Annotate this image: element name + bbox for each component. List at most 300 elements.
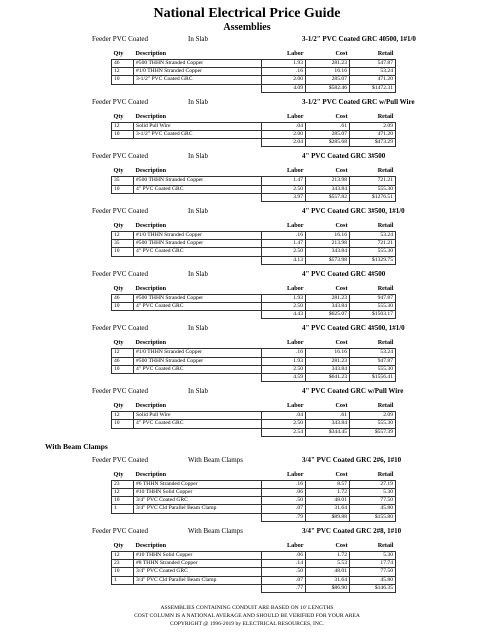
- assembly-table: [111, 540, 396, 593]
- table-cell: #500 THHN Stranded Copper: [134, 240, 262, 248]
- table-cell: 12: [112, 412, 134, 420]
- table-cell: #500 THHN Stranded Copper: [134, 60, 262, 68]
- column-header-retail: Retail: [377, 339, 394, 347]
- table-cell: .04: [262, 412, 306, 420]
- total-spacer: [112, 84, 262, 92]
- table-cell: 2.50: [262, 420, 306, 428]
- table-cell: 4" PVC Coated GRC: [134, 185, 262, 193]
- column-header-cost: Cost: [335, 167, 348, 175]
- table-row: [112, 68, 396, 76]
- table-cell: 3/4" PVC Coated GRC: [134, 568, 262, 576]
- total-spacer: [112, 584, 262, 592]
- total-row: [112, 311, 396, 319]
- assembly-header: [0, 268, 494, 281]
- total-cell: $573.98: [306, 256, 350, 264]
- table-cell: 77.50: [350, 497, 396, 505]
- table-cell: 35: [112, 177, 134, 185]
- table-cell: #10 THHN Solid Copper: [134, 489, 262, 497]
- assembly-location: With Beam Clamps: [188, 455, 243, 464]
- total-spacer: [112, 428, 262, 436]
- column-header-qty: Qty: [113, 402, 124, 410]
- assembly-name: 3-1/2" PVC Coated GRC w/Pull Wire: [302, 97, 415, 106]
- table-cell: 1.72: [306, 489, 350, 497]
- table-cell: 77.50: [350, 568, 396, 576]
- table-cell: 1: [112, 576, 134, 584]
- table-cell: 31.64: [306, 505, 350, 513]
- column-header-qty: Qty: [113, 470, 124, 478]
- column-header-description: Description: [135, 112, 167, 120]
- table-cell: #500 THHN Stranded Copper: [134, 177, 262, 185]
- column-header-retail: Retail: [377, 402, 394, 410]
- table-row: [112, 412, 396, 420]
- assembly-header: [0, 205, 494, 218]
- table-row: [112, 497, 396, 505]
- column-header-qty: Qty: [113, 50, 124, 57]
- assembly-name: 3/4" PVC Coated GRC 2#8, 1#10: [302, 526, 402, 535]
- table-cell: 721.21: [350, 240, 396, 248]
- assembly-category: Feeder PVC Coated: [92, 324, 148, 333]
- total-cell: 2.04: [262, 139, 306, 147]
- table-row: [112, 240, 396, 248]
- column-header-labor: Labor: [286, 222, 304, 230]
- total-spacer: [112, 193, 262, 201]
- table-cell: 16.16: [306, 68, 350, 76]
- table-cell: 10: [112, 497, 134, 505]
- assembly-header: [0, 322, 494, 335]
- assembly-header: [0, 33, 494, 46]
- page-footer: [0, 604, 494, 628]
- assembly-name: 3-1/2" PVC Coated GRC 40500, 1#1/0: [302, 35, 416, 43]
- table-row: [112, 480, 396, 488]
- table-cell: .16: [262, 480, 306, 488]
- total-cell: $1276.51: [350, 193, 396, 201]
- column-header-description: Description: [135, 167, 167, 175]
- assembly-header: [0, 525, 494, 538]
- table-cell: 17.74: [350, 560, 396, 568]
- total-cell: $557.39: [350, 428, 396, 436]
- table-header-row: [112, 337, 396, 349]
- column-header-labor: Labor: [286, 167, 304, 175]
- table-cell: 343.84: [306, 185, 350, 193]
- table-cell: 343.84: [306, 365, 350, 373]
- table-cell: 10: [112, 420, 134, 428]
- table-cell: 23: [112, 560, 134, 568]
- total-row: [112, 374, 396, 382]
- table-cell: 471.20: [350, 76, 396, 84]
- table-cell: 2.50: [262, 303, 306, 311]
- table-cell: 10: [112, 365, 134, 373]
- table-cell: Solid Pull Wire: [134, 122, 262, 130]
- column-header-description: Description: [135, 50, 167, 57]
- assembly-category: Feeder PVC Coated: [92, 269, 148, 278]
- total-cell: $285.68: [306, 139, 350, 147]
- table-cell: 10: [112, 131, 134, 139]
- total-cell: $641.23: [306, 374, 350, 382]
- table-cell: 2.00: [262, 131, 306, 139]
- table-cell: 10: [112, 185, 134, 193]
- table-cell: 23: [112, 480, 134, 488]
- table-cell: 2.50: [262, 365, 306, 373]
- table-cell: 3-1/2" PVC Coated GRC: [134, 131, 262, 139]
- table-cell: .16: [262, 232, 306, 240]
- table-cell: 12: [112, 489, 134, 497]
- table-cell: 4" PVC Coated GRC: [134, 365, 262, 373]
- table-cell: .50: [262, 568, 306, 576]
- table-cell: 947.87: [350, 357, 396, 365]
- total-cell: 4.43: [262, 311, 306, 319]
- table-cell: 281.23: [306, 357, 350, 365]
- table-header-row: [112, 165, 396, 177]
- table-row: [112, 365, 396, 373]
- table-cell: 1.72: [306, 551, 350, 559]
- assembly-header: [0, 385, 494, 398]
- column-header-qty: Qty: [113, 284, 124, 292]
- total-row: [112, 139, 396, 147]
- total-spacer: [112, 311, 262, 319]
- total-cell: $582.46: [306, 84, 350, 92]
- total-cell: .79: [262, 513, 306, 521]
- table-cell: 555.30: [350, 248, 396, 256]
- assembly-name: 4" PVC Coated GRC 4#500: [302, 269, 386, 278]
- table-row: [112, 568, 396, 576]
- total-cell: $89.88: [306, 513, 350, 521]
- assembly-name: 3/4" PVC Coated GRC 2#6, 1#10: [302, 455, 402, 464]
- table-cell: 4" PVC Coated GRC: [134, 420, 262, 428]
- assembly-location: In Slab: [188, 152, 209, 161]
- table-cell: .61: [306, 122, 350, 130]
- assembly-header: [0, 96, 494, 109]
- column-header-retail: Retail: [377, 167, 394, 175]
- table-cell: 555.30: [350, 185, 396, 193]
- table-cell: 285.07: [306, 76, 350, 84]
- column-header-retail: Retail: [377, 470, 394, 478]
- table-row: [112, 420, 396, 428]
- assembly-name: 4" PVC Coated GRC 4#500, 1#1/0: [302, 324, 405, 333]
- table-row: [112, 185, 396, 193]
- table-cell: 4" PVC Coated GRC: [134, 303, 262, 311]
- total-row: [112, 584, 396, 592]
- assembly-table: [111, 469, 396, 522]
- total-cell: 4.09: [262, 84, 306, 92]
- column-header-cost: Cost: [335, 470, 348, 478]
- table-cell: 12: [112, 122, 134, 130]
- table-cell: 721.21: [350, 177, 396, 185]
- table-cell: 12: [112, 232, 134, 240]
- footer-line: ASSEMBLIES CONTAINING CONDUIT ARE BASED ON 10' LENGTHS: [160, 605, 334, 611]
- assembly-location: In Slab: [188, 35, 209, 43]
- table-cell: #1/0 THHN Stranded Copper: [134, 68, 262, 76]
- column-header-qty: Qty: [113, 222, 124, 230]
- table-cell: #1/0 THHN Stranded Copper: [134, 232, 262, 240]
- table-cell: 8.57: [306, 480, 350, 488]
- assembly-category: Feeder PVC Coated: [92, 207, 148, 216]
- assemblies-list: [0, 33, 494, 596]
- table-cell: #6 THHN Stranded Copper: [134, 480, 262, 488]
- column-header-cost: Cost: [335, 284, 348, 292]
- column-header-cost: Cost: [335, 402, 348, 410]
- table-header-row: [112, 283, 396, 295]
- total-cell: $557.82: [306, 193, 350, 201]
- assembly-category: Feeder PVC Coated: [92, 35, 148, 43]
- table-header-row: [112, 469, 396, 481]
- table-cell: 46: [112, 357, 134, 365]
- table-row: [112, 248, 396, 256]
- assembly-category: Feeder PVC Coated: [92, 455, 148, 464]
- footer-line: COST COLUMN IS A NATIONAL AVERAGE AND SHOULD BE VERIFIED FOR YOUR AREA: [134, 613, 360, 619]
- column-header-cost: Cost: [335, 541, 348, 549]
- table-cell: .06: [262, 489, 306, 497]
- table-cell: .14: [262, 560, 306, 568]
- page-subtitle: Assemblies: [223, 22, 271, 33]
- table-cell: #8 THHN Stranded Copper: [134, 560, 262, 568]
- table-row: [112, 303, 396, 311]
- group-heading: With Beam Clamps: [45, 441, 108, 451]
- table-cell: 3/4" PVC Coated GRC: [134, 497, 262, 505]
- total-row: [112, 428, 396, 436]
- table-row: [112, 76, 396, 84]
- column-header-labor: Labor: [286, 402, 304, 410]
- table-row: [112, 60, 396, 68]
- table-header-row: [112, 400, 396, 412]
- column-header-labor: Labor: [286, 339, 304, 347]
- table-cell: 46: [112, 60, 134, 68]
- total-cell: $1472.31: [350, 84, 396, 92]
- assembly-category: Feeder PVC Coated: [92, 152, 148, 161]
- footer-line: COPYRIGHT @ 1996-2019 by ELECTRICAL RESOURCES, INC.: [169, 621, 324, 627]
- table-cell: 555.30: [350, 303, 396, 311]
- table-header-row: [112, 111, 396, 123]
- column-header-cost: Cost: [335, 222, 348, 230]
- table-row: [112, 294, 396, 302]
- table-cell: 46: [112, 294, 134, 302]
- table-header-row: [112, 540, 396, 552]
- table-cell: 1.93: [262, 357, 306, 365]
- assembly-category: Feeder PVC Coated: [92, 97, 148, 106]
- table-cell: 343.84: [306, 420, 350, 428]
- table-row: [112, 122, 396, 130]
- total-cell: $473.29: [350, 139, 396, 147]
- column-header-retail: Retail: [377, 541, 394, 549]
- table-row: [112, 551, 396, 559]
- table-row: [112, 489, 396, 497]
- column-header-labor: Labor: [286, 284, 304, 292]
- table-cell: 5.53: [306, 560, 350, 568]
- assembly-header: [0, 454, 494, 467]
- assembly-category: Feeder PVC Coated: [92, 387, 148, 396]
- total-cell: $1503.17: [350, 311, 396, 319]
- column-header-description: Description: [135, 402, 167, 410]
- table-row: [112, 349, 396, 357]
- column-header-description: Description: [135, 470, 167, 478]
- table-cell: 10: [112, 76, 134, 84]
- table-cell: 2.09: [350, 412, 396, 420]
- table-cell: 10: [112, 568, 134, 576]
- table-cell: #1/0 THHN Stranded Copper: [134, 349, 262, 357]
- table-cell: 10: [112, 303, 134, 311]
- total-cell: $344.45: [306, 428, 350, 436]
- table-cell: 12: [112, 349, 134, 357]
- assembly-category: Feeder PVC Coated: [92, 526, 148, 535]
- total-spacer: [112, 256, 262, 264]
- table-cell: 53.24: [350, 349, 396, 357]
- table-cell: 48.01: [306, 568, 350, 576]
- assembly-table: [111, 165, 396, 202]
- table-cell: 3/4" PVC Cld Parallel Beam Clamp: [134, 576, 262, 584]
- table-cell: 35: [112, 240, 134, 248]
- table-cell: .16: [262, 349, 306, 357]
- total-cell: $625.07: [306, 311, 350, 319]
- table-cell: 213.98: [306, 177, 350, 185]
- table-cell: 281.23: [306, 60, 350, 68]
- assembly-location: With Beam Clamps: [188, 526, 243, 535]
- assembly-table: [111, 283, 396, 320]
- table-cell: 3/4" PVC Cld Parallel Beam Clamp: [134, 505, 262, 513]
- table-cell: 3-1/2" PVC Coated GRC: [134, 76, 262, 84]
- table-row: [112, 357, 396, 365]
- table-cell: 4" PVC Coated GRC: [134, 248, 262, 256]
- table-cell: #500 THHN Stranded Copper: [134, 294, 262, 302]
- table-header-row: [112, 220, 396, 232]
- total-row: [112, 513, 396, 521]
- column-header-description: Description: [135, 339, 167, 347]
- table-cell: 45.80: [350, 505, 396, 513]
- total-spacer: [112, 139, 262, 147]
- total-cell: .77: [262, 584, 306, 592]
- column-header-labor: Labor: [286, 541, 304, 549]
- table-cell: #10 THHN Solid Copper: [134, 551, 262, 559]
- column-header-qty: Qty: [113, 541, 124, 549]
- table-cell: 1.47: [262, 240, 306, 248]
- column-header-qty: Qty: [113, 339, 124, 347]
- table-row: [112, 576, 396, 584]
- table-cell: #500 THHN Stranded Copper: [134, 357, 262, 365]
- table-row: [112, 505, 396, 513]
- column-header-labor: Labor: [286, 50, 304, 57]
- total-row: [112, 84, 396, 92]
- total-cell: 3.97: [262, 193, 306, 201]
- assembly-table: [111, 48, 396, 93]
- assembly-name: 4" PVC Coated GRC w/Pull Wire: [302, 387, 404, 396]
- total-cell: $155.80: [350, 513, 396, 521]
- total-row: [112, 256, 396, 264]
- table-cell: 12: [112, 551, 134, 559]
- table-row: [112, 131, 396, 139]
- table-cell: 285.07: [306, 131, 350, 139]
- table-cell: 10: [112, 248, 134, 256]
- table-cell: .07: [262, 505, 306, 513]
- total-cell: 2.54: [262, 428, 306, 436]
- table-row: [112, 177, 396, 185]
- assembly-table: [111, 111, 396, 148]
- column-header-labor: Labor: [286, 112, 304, 120]
- column-header-cost: Cost: [335, 50, 348, 57]
- table-cell: 53.24: [350, 232, 396, 240]
- total-cell: $1556.41: [350, 374, 396, 382]
- table-cell: Solid Pull Wire: [134, 412, 262, 420]
- table-cell: 12: [112, 68, 134, 76]
- total-cell: 4.59: [262, 374, 306, 382]
- table-cell: 45.80: [350, 576, 396, 584]
- total-spacer: [112, 374, 262, 382]
- table-cell: 48.01: [306, 497, 350, 505]
- table-cell: 1.93: [262, 294, 306, 302]
- table-cell: 5.30: [350, 489, 396, 497]
- assembly-location: In Slab: [188, 97, 209, 106]
- table-cell: 31.64: [306, 576, 350, 584]
- table-cell: 547.87: [350, 60, 396, 68]
- table-cell: .16: [262, 68, 306, 76]
- table-cell: 343.84: [306, 303, 350, 311]
- table-cell: 2.50: [262, 248, 306, 256]
- table-cell: 16.16: [306, 232, 350, 240]
- total-row: [112, 193, 396, 201]
- column-header-description: Description: [135, 541, 167, 549]
- table-row: [112, 560, 396, 568]
- assembly-location: In Slab: [188, 269, 209, 278]
- total-cell: $146.35: [350, 584, 396, 592]
- assembly-header: [0, 150, 494, 163]
- table-cell: .61: [306, 412, 350, 420]
- column-header-qty: Qty: [113, 112, 124, 120]
- column-header-retail: Retail: [377, 112, 394, 120]
- column-header-description: Description: [135, 284, 167, 292]
- total-cell: $86.90: [306, 584, 350, 592]
- assembly-location: In Slab: [188, 324, 209, 333]
- table-cell: 2.09: [350, 122, 396, 130]
- table-cell: 555.30: [350, 365, 396, 373]
- table-cell: 53.24: [350, 68, 396, 76]
- table-cell: 27.19: [350, 480, 396, 488]
- table-cell: 5.30: [350, 551, 396, 559]
- column-header-retail: Retail: [377, 222, 394, 230]
- table-cell: 1.47: [262, 177, 306, 185]
- table-cell: 213.98: [306, 240, 350, 248]
- table-cell: 2.50: [262, 185, 306, 193]
- total-cell: 4.13: [262, 256, 306, 264]
- table-cell: .50: [262, 497, 306, 505]
- page-title: National Electrical Price Guide: [153, 6, 341, 21]
- assembly-location: In Slab: [188, 387, 209, 396]
- table-header-row: [112, 48, 396, 60]
- total-cell: $1329.75: [350, 256, 396, 264]
- table-cell: 555.30: [350, 420, 396, 428]
- table-cell: 16.16: [306, 349, 350, 357]
- table-cell: 1: [112, 505, 134, 513]
- column-header-cost: Cost: [335, 339, 348, 347]
- column-header-qty: Qty: [113, 167, 124, 175]
- assembly-table: [111, 337, 396, 382]
- assembly-name: 4" PVC Coated GRC 3#500: [302, 152, 386, 161]
- total-spacer: [112, 513, 262, 521]
- assembly-location: In Slab: [188, 207, 209, 216]
- column-header-retail: Retail: [377, 50, 394, 57]
- table-cell: 343.84: [306, 248, 350, 256]
- column-header-labor: Labor: [286, 470, 304, 478]
- table-cell: 947.87: [350, 294, 396, 302]
- table-cell: 281.23: [306, 294, 350, 302]
- table-cell: 2.00: [262, 76, 306, 84]
- assembly-table: [111, 220, 396, 265]
- column-header-cost: Cost: [335, 112, 348, 120]
- table-cell: .04: [262, 122, 306, 130]
- table-cell: 471.20: [350, 131, 396, 139]
- assembly-table: [111, 400, 396, 437]
- table-cell: 1.93: [262, 60, 306, 68]
- assembly-name: 4" PVC Coated GRC 3#500, 1#1/0: [302, 207, 405, 216]
- column-header-retail: Retail: [377, 284, 394, 292]
- table-row: [112, 232, 396, 240]
- column-header-description: Description: [135, 222, 167, 230]
